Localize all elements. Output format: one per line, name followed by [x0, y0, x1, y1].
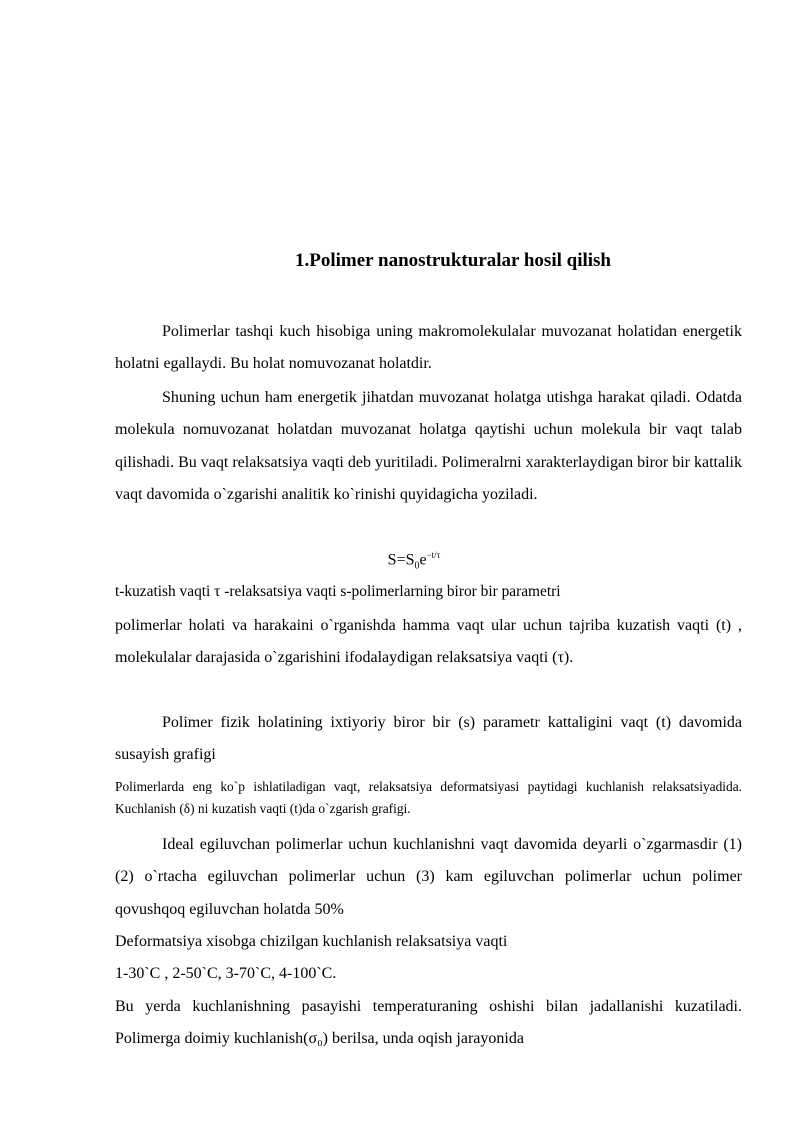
paragraph-2: Shuning uchun ham energetik jihatdan muvozanat holatga utishga harakat qiladi. Odatda molekula nomuvozanat holatdan muvozanat holatga qaytishi uchun molekula bir vaqt talab qilishadi. Bu vaqt relaksatsiya vaqti deb yuritiladi. Polimeralrni xarakterlaydigan biror bir kattalik vaqt davomida o`zgarishi analitik ko`rinishi quyidagicha yoziladi. — [115, 389, 742, 504]
paragraph-9: Bu yerda kuchlanishning pasayishi temperaturaning oshishi bilan jadallanishi kuzatiladi. Polimerga doimiy kuchlanish(σ₀) berilsa, unda oqish jarayonida — [115, 998, 742, 1048]
paragraph-3: polimerlar holati va harakaini o`rganishda hamma vaqt ular uchun tajriba kuzatish vaqti (t) , molekulalar darajasida o`zgarishini ifodalaydigan relaksatsiya vaqti (τ). — [115, 617, 742, 667]
paragraph-3-line-1: t-kuzatish vaqti τ -relaksatsiya vaqti s-polimerlarning biror bir parametri — [115, 583, 561, 600]
paragraph-7: Deformatsiya xisobga chizilgan kuchlanish relaksatsiya vaqti — [115, 933, 508, 950]
paragraph-6: Ideal egiluvchan polimerlar uchun kuchlanishni vaqt davomida deyarli o`zgarmasdir (1) (2) o`rtacha egiluvchan polimerlar uchun (3) kam egiluvchan polimerlar uchun polimer qovushqoq egiluvchan holatda 50% — [115, 836, 742, 918]
paragraph-5-small: Polimerlarda eng ko`p ishlatiladigan vaqt, relaksatsiya deformatsiyasi paytidagi kuchlanish relaksatsiyadida. Kuchlanish (δ) ni kuzatish vaqti (t)da o`zgarish grafigi. — [115, 779, 742, 816]
paragraph-8: 1-30`C , 2-50`C, 3-70`C, 4-100`C. — [115, 965, 337, 982]
relaxation-formula — [0, 550, 800, 572]
formula-e: e — [419, 551, 427, 569]
paragraph-4: Polimer fizik holatining ixtiyoriy biror bir (s) parametr kattaligini vaqt (t) davomida susayish grafigi — [115, 714, 742, 764]
section-title: 1.Polimer nanostrukturalar hosil qilish — [294, 250, 611, 271]
paragraph-1: Polimerlar tashqi kuch hisobiga uning makromolekulalar muvozanat holatidan energetik holatni egallaydi. Bu holat nomuvozanat holatdir. — [115, 323, 742, 373]
formula-subscript: 0 — [414, 560, 420, 572]
formula-base: S=S — [387, 551, 415, 569]
formula-exponent: −t/τ — [426, 550, 441, 560]
